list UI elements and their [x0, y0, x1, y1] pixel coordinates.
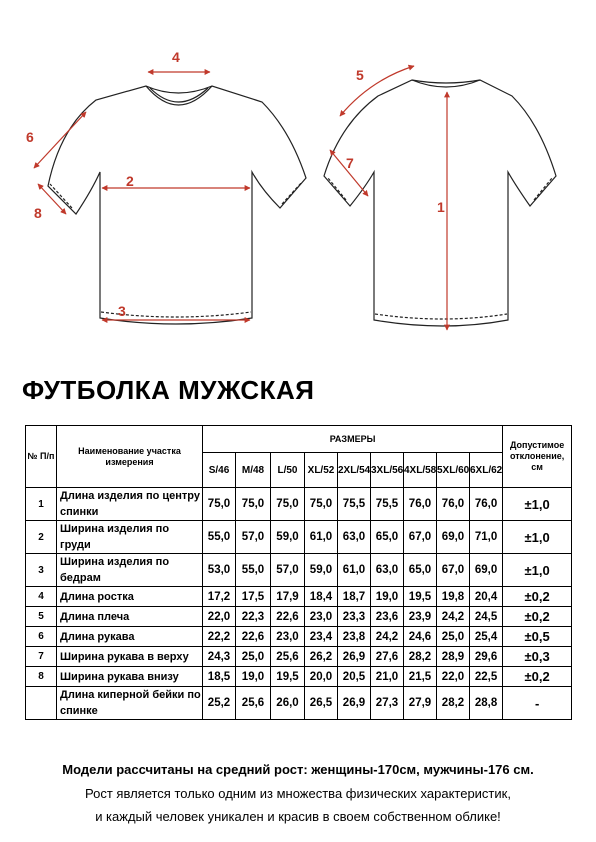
row-tolerance: ±1,0	[503, 554, 572, 587]
row-size-value: 75,0	[203, 488, 236, 521]
row-size-value: 61,0	[338, 554, 371, 587]
row-size-value: 22,3	[236, 607, 271, 627]
row-size-value: 24,2	[371, 627, 404, 647]
dim-label-8: 8	[34, 205, 42, 221]
row-measurement-name: Длина изделия по центру спинки	[57, 488, 203, 521]
row-size-value: 22,6	[271, 607, 305, 627]
row-size-value: 65,0	[404, 554, 437, 587]
dim-5-line	[340, 66, 414, 116]
row-tolerance: ±0,3	[503, 647, 572, 667]
row-size-value: 27,3	[371, 687, 404, 720]
row-measurement-name: Длина киперной бейки по спинке	[57, 687, 203, 720]
row-size-value: 55,0	[236, 554, 271, 587]
row-size-value: 23,6	[371, 607, 404, 627]
table-row	[26, 587, 572, 607]
row-size-value: 19,0	[371, 587, 404, 607]
size-header-cell: M/48	[236, 453, 271, 488]
row-size-value: 22,6	[236, 627, 271, 647]
row-size-value: 69,0	[470, 554, 503, 587]
footer-line-2: Рост является только одним из множества физических характеристик,	[85, 786, 511, 801]
row-size-value: 76,0	[470, 488, 503, 521]
dim-label-5: 5	[356, 67, 364, 83]
row-size-value: 57,0	[236, 521, 271, 554]
row-size-value: 55,0	[203, 521, 236, 554]
col-tolerance-header: Допустимое отклонение, см	[503, 426, 572, 488]
row-size-value: 26,9	[338, 687, 371, 720]
dim-6-line	[34, 112, 86, 168]
row-size-value: 18,4	[305, 587, 338, 607]
row-measurement-name: Ширина рукава внизу	[57, 667, 203, 687]
row-number: 1	[26, 488, 57, 521]
col-name-header: Наименование участка измерения	[57, 426, 203, 488]
row-number: 7	[26, 647, 57, 667]
row-tolerance: ±0,2	[503, 587, 572, 607]
row-size-value: 23,4	[305, 627, 338, 647]
row-size-value: 19,5	[271, 667, 305, 687]
row-size-value: 23,0	[305, 607, 338, 627]
row-size-value: 18,5	[203, 667, 236, 687]
table-row	[26, 488, 572, 521]
table-row	[26, 607, 572, 627]
table-row	[26, 521, 572, 554]
row-size-value: 29,6	[470, 647, 503, 667]
row-size-value: 26,2	[305, 647, 338, 667]
size-table	[25, 425, 572, 720]
size-table-body	[26, 488, 572, 720]
row-size-value: 63,0	[371, 554, 404, 587]
table-row	[26, 647, 572, 667]
row-size-value: 24,2	[437, 607, 470, 627]
col-sizes-header: РАЗМЕРЫ	[203, 426, 503, 453]
row-size-value: 21,0	[371, 667, 404, 687]
row-measurement-name: Ширина изделия по бедрам	[57, 554, 203, 587]
row-number: 2	[26, 521, 57, 554]
size-header-cell: XL/52	[305, 453, 338, 488]
row-size-value: 26,9	[338, 647, 371, 667]
dim-label-7: 7	[346, 155, 354, 171]
tshirt-measurement-drawing	[0, 0, 596, 370]
row-size-value: 28,2	[437, 687, 470, 720]
dim-label-3: 3	[118, 303, 126, 319]
row-size-value: 59,0	[305, 554, 338, 587]
row-size-value: 23,3	[338, 607, 371, 627]
row-size-value: 28,2	[404, 647, 437, 667]
row-size-value: 24,6	[404, 627, 437, 647]
row-size-value: 23,8	[338, 627, 371, 647]
row-number: 8	[26, 667, 57, 687]
row-size-value: 25,2	[203, 687, 236, 720]
row-size-value: 18,7	[338, 587, 371, 607]
row-size-value: 75,5	[338, 488, 371, 521]
row-size-value: 69,0	[437, 521, 470, 554]
row-size-value: 19,8	[437, 587, 470, 607]
row-size-value: 75,0	[271, 488, 305, 521]
row-size-value: 22,5	[470, 667, 503, 687]
row-size-value: 27,6	[371, 647, 404, 667]
row-size-value: 23,9	[404, 607, 437, 627]
dim-label-6: 6	[26, 129, 34, 145]
row-size-value: 22,0	[437, 667, 470, 687]
row-size-value: 26,5	[305, 687, 338, 720]
row-size-value: 22,0	[203, 607, 236, 627]
row-size-value: 19,0	[236, 667, 271, 687]
row-size-value: 23,0	[271, 627, 305, 647]
dim-label-4: 4	[172, 49, 180, 65]
row-size-value: 19,5	[404, 587, 437, 607]
table-row	[26, 687, 572, 720]
col-num-header: № П/п	[26, 426, 57, 488]
row-size-value: 59,0	[271, 521, 305, 554]
row-number	[26, 687, 57, 720]
front-dimension-lines	[34, 72, 250, 320]
row-size-value: 25,0	[236, 647, 271, 667]
row-size-value: 75,0	[236, 488, 271, 521]
row-size-value: 20,4	[470, 587, 503, 607]
row-size-value: 24,5	[470, 607, 503, 627]
table-row	[26, 554, 572, 587]
row-size-value: 22,2	[203, 627, 236, 647]
front-tshirt-outline	[48, 86, 306, 324]
table-row	[26, 667, 572, 687]
row-number: 3	[26, 554, 57, 587]
size-header-cell: 2XL/54	[338, 453, 371, 488]
row-size-value: 76,0	[437, 488, 470, 521]
row-size-value: 67,0	[437, 554, 470, 587]
row-size-value: 25,4	[470, 627, 503, 647]
row-tolerance: ±0,5	[503, 627, 572, 647]
footer-height-note: Модели рассчитаны на средний рост: женщины-170см, мужчины-176 см.	[62, 762, 534, 777]
row-size-value: 61,0	[305, 521, 338, 554]
page-title: ФУТБОЛКА МУЖСКАЯ	[22, 375, 315, 405]
size-header-cell: S/46	[203, 453, 236, 488]
row-measurement-name: Ширина рукава в верху	[57, 647, 203, 667]
back-dimension-lines	[330, 66, 447, 330]
row-size-value: 67,0	[404, 521, 437, 554]
row-size-value: 75,5	[371, 488, 404, 521]
row-number: 5	[26, 607, 57, 627]
row-size-value: 17,5	[236, 587, 271, 607]
size-header-cell: 3XL/56	[371, 453, 404, 488]
row-number: 6	[26, 627, 57, 647]
row-size-value: 25,0	[437, 627, 470, 647]
row-tolerance: -	[503, 687, 572, 720]
footer-line-3: и каждый человек уникален и красив в своем собственном облике!	[95, 809, 501, 824]
row-size-value: 26,0	[271, 687, 305, 720]
row-measurement-name: Длина ростка	[57, 587, 203, 607]
row-size-value: 71,0	[470, 521, 503, 554]
size-header-cell: 6XL/62	[470, 453, 503, 488]
row-size-value: 76,0	[404, 488, 437, 521]
row-measurement-name: Ширина изделия по груди	[57, 521, 203, 554]
row-size-value: 21,5	[404, 667, 437, 687]
row-size-value: 25,6	[271, 647, 305, 667]
row-tolerance: ±1,0	[503, 521, 572, 554]
row-size-value: 17,9	[271, 587, 305, 607]
row-size-value: 65,0	[371, 521, 404, 554]
row-size-value: 20,5	[338, 667, 371, 687]
row-size-value: 27,9	[404, 687, 437, 720]
row-size-value: 75,0	[305, 488, 338, 521]
row-tolerance: ±0,2	[503, 667, 572, 687]
row-size-value: 63,0	[338, 521, 371, 554]
table-row	[26, 627, 572, 647]
row-size-value: 20,0	[305, 667, 338, 687]
dim-label-1: 1	[437, 199, 445, 215]
row-measurement-name: Длина плеча	[57, 607, 203, 627]
row-size-value: 28,8	[470, 687, 503, 720]
row-size-value: 24,3	[203, 647, 236, 667]
row-size-value: 25,6	[236, 687, 271, 720]
row-tolerance: ±0,2	[503, 607, 572, 627]
row-size-value: 28,9	[437, 647, 470, 667]
size-header-cell: L/50	[271, 453, 305, 488]
row-size-value: 57,0	[271, 554, 305, 587]
row-size-value: 17,2	[203, 587, 236, 607]
dim-label-2: 2	[126, 173, 134, 189]
row-size-value: 53,0	[203, 554, 236, 587]
row-tolerance: ±1,0	[503, 488, 572, 521]
size-header-cell: 4XL/58	[404, 453, 437, 488]
size-header-cell: 5XL/60	[437, 453, 470, 488]
row-number: 4	[26, 587, 57, 607]
row-measurement-name: Длина рукава	[57, 627, 203, 647]
